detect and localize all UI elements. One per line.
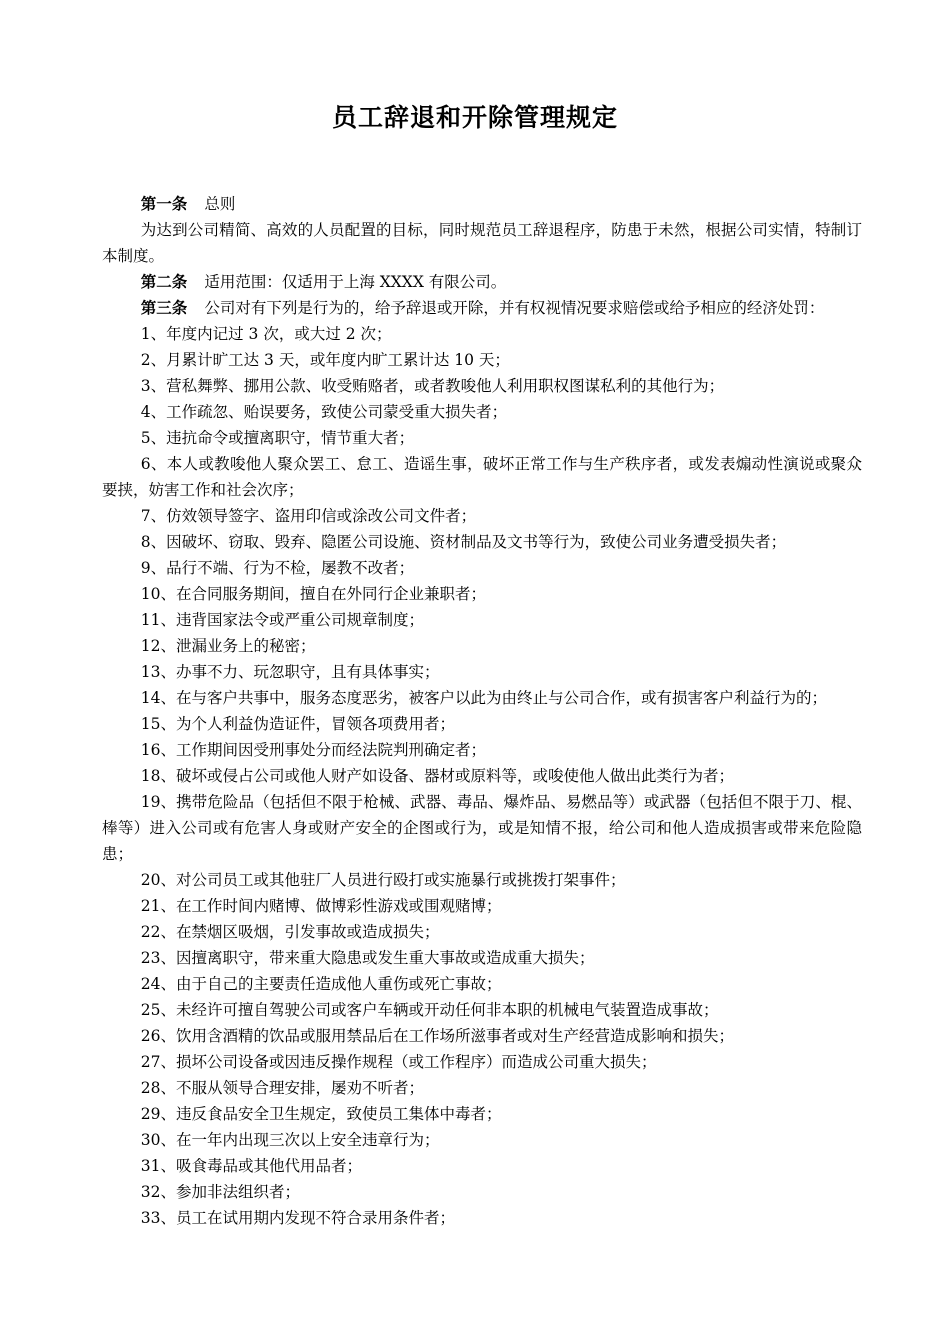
list-item: 11、违背国家法令或严重公司规章制度； <box>140 611 424 629</box>
list-item: 3、营私舞弊、挪用公款、收受贿赂者，或者教唆他人利用职权图谋私利的其他行为； <box>140 377 725 395</box>
list-item: 19、携带危险品（包括但不限于枪械、武器、毒品、爆炸品、易燃品等）或武器（包括但不限于刀、棍、棒等）进入公司或有危害人身或财产安全的企图或行为，或是知情不报，给公司和他人造成损害或带来危险隐患； <box>102 793 862 863</box>
list-item: 32、参加非法组织者； <box>140 1183 300 1201</box>
page-title: 员工辞退和开除管理规定 <box>331 103 618 132</box>
list-item: 6、本人或教唆他人聚众罢工、怠工、造谣生事，破坏正常工作与生产秩序者，或发表煽动性演说或聚众要挟，妨害工作和社会次序； <box>102 455 862 499</box>
list-item: 5、违抗命令或擅离职守，情节重大者； <box>140 429 415 447</box>
list-item: 18、破坏或侵占公司或他人财产如设备、器材或原料等，或唆使他人做出此类行为者； <box>140 767 734 785</box>
article-1-text: 总则 <box>204 195 236 213</box>
list-item: 1、年度内记过 3 次，或大过 2 次； <box>140 325 392 343</box>
list-item: 9、品行不端、行为不检，屡教不改者； <box>140 559 415 577</box>
list-item: 20、对公司员工或其他驻厂人员进行殴打或实施暴行或挑拨打架事件； <box>140 871 626 889</box>
document-body <box>102 191 862 1231</box>
article-3-text: 公司对有下列是行为的，给予辞退或开除，并有权视情况要求赔偿或给予相应的经济处罚： <box>204 299 825 317</box>
list-item: 8、因破坏、窃取、毁弃、隐匿公司设施、资材制品及文书等行为，致使公司业务遭受损失者； <box>140 533 787 551</box>
list-item: 27、损坏公司设备或因违反操作规程（或工作程序）而造成公司重大损失； <box>140 1053 657 1071</box>
list-item: 15、为个人利益伪造证件，冒领各项费用者； <box>140 715 455 733</box>
list-item: 25、未经许可擅自驾驶公司或客户车辆或开动任何非本职的机械电气装置造成事故； <box>140 1001 719 1019</box>
list-item: 30、在一年内出现三次以上安全违章行为； <box>140 1131 440 1149</box>
list-item: 23、因擅离职守，带来重大隐患或发生重大事故或造成重大损失； <box>140 949 595 967</box>
list-item: 13、办事不力、玩忽职守，且有具体事实； <box>140 663 440 681</box>
list-item: 33、员工在试用期内发现不符合录用条件者； <box>140 1209 455 1227</box>
article-2-label: 第二条 <box>140 273 188 291</box>
article-1-label: 第一条 <box>140 195 188 213</box>
article-3-label: 第三条 <box>140 299 188 317</box>
list-item: 29、违反食品安全卫生规定，致使员工集体中毒者； <box>140 1105 502 1123</box>
list-item: 26、饮用含酒精的饮品或服用禁品后在工作场所滋事者或对生产经营造成影响和损失； <box>140 1027 734 1045</box>
article-1 <box>102 191 862 217</box>
article-2-text: 适用范围：仅适用于上海 XXXX 有限公司。 <box>204 273 507 291</box>
list-item: 2、月累计旷工达 3 天，或年度内旷工累计达 10 天； <box>140 351 510 369</box>
article-2 <box>102 269 862 295</box>
list-item: 21、在工作时间内赌博、做博彩性游戏或围观赌博； <box>140 897 502 915</box>
list-item: 31、吸食毒品或其他代用品者； <box>140 1157 362 1175</box>
list-item: 4、工作疏忽、贻误要务，致使公司蒙受重大损失者； <box>140 403 508 421</box>
article-3 <box>102 295 862 321</box>
list-item: 22、在禁烟区吸烟，引发事故或造成损失； <box>140 923 440 941</box>
list-item: 7、仿效领导签字、盗用印信或涂改公司文件者； <box>140 507 477 525</box>
list-item: 16、工作期间因受刑事处分而经法院判刑确定者； <box>140 741 486 759</box>
list-item: 28、不服从领导合理安排，屡劝不听者； <box>140 1079 424 1097</box>
list-item: 24、由于自己的主要责任造成他人重伤或死亡事故； <box>140 975 502 993</box>
list-item: 12、泄漏业务上的秘密； <box>140 637 316 655</box>
article-1-body: 为达到公司精简、高效的人员配置的目标，同时规范员工辞退程序，防患于未然，根据公司实情，特制订本制度。 <box>102 221 862 265</box>
list-item: 14、在与客户共事中，服务态度恶劣，被客户以此为由终止与公司合作，或有损害客户利益行为的； <box>140 689 827 707</box>
list-item: 10、在合同服务期间，擅自在外同行企业兼职者； <box>140 585 486 603</box>
